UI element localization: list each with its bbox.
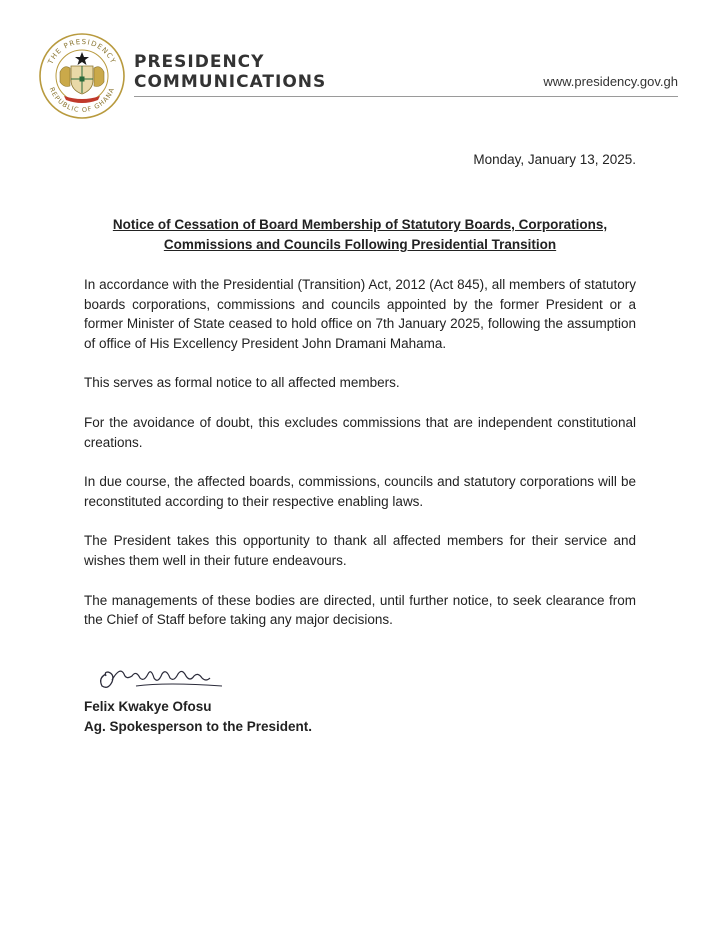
signer-title: Ag. Spokesperson to the President. bbox=[84, 719, 313, 734]
paragraph-2: This serves as formal notice to all affected members. bbox=[84, 375, 400, 391]
seal-ring-text-bottom: REPUBLIC OF GHANA bbox=[47, 86, 117, 115]
paragraph-6: The managements of these bodies are directed, until further notice, to seek clearance from the Chief of Staff before taking any major decisions. bbox=[84, 592, 636, 628]
handwritten-signature-icon bbox=[96, 660, 228, 696]
paragraph-4: In due course, the affected boards, commissions, councils and statutory corporations will be reconstituted according to their respective enabling laws. bbox=[84, 474, 636, 509]
website-url: www.presidency.gov.gh bbox=[543, 74, 678, 89]
organization-name-line1: PRESIDENCY bbox=[134, 52, 265, 72]
presidency-seal-icon bbox=[38, 32, 126, 120]
document-body bbox=[84, 275, 636, 650]
document-title-line2: Commissions and Councils Following Presidential Transition bbox=[163, 237, 557, 252]
document-date: Monday, January 13, 2025. bbox=[473, 152, 636, 167]
organization-name bbox=[134, 52, 326, 92]
signer-name: Felix Kwakye Ofosu bbox=[84, 699, 212, 714]
paragraph-5: The President takes this opportunity to thank all affected members for their service and wishes them well in their future endeavours. bbox=[84, 533, 636, 568]
seal-ring-text-top: THE PRESIDENCY bbox=[46, 37, 118, 66]
paragraph-3: For the avoidance of doubt, this excludes commissions that are independent constitutional creations. bbox=[84, 414, 636, 450]
document-title bbox=[84, 215, 636, 255]
signer-block bbox=[84, 697, 312, 737]
document-title-line1: Notice of Cessation of Board Membership of Statutory Boards, Corporations, bbox=[112, 217, 608, 232]
organization-name-line2: COMMUNICATIONS bbox=[134, 72, 327, 92]
paragraph-1: In accordance with the Presidential (Transition) Act, 2012 (Act 845), all members of statutory boards corporations, commissions and councils appointed by the former President or a former Minister of State ceased to hold office on 7th January 2025, following the assumption of office of His Excellency President John Dramani Mahama. bbox=[84, 277, 636, 351]
header-divider bbox=[134, 96, 678, 97]
